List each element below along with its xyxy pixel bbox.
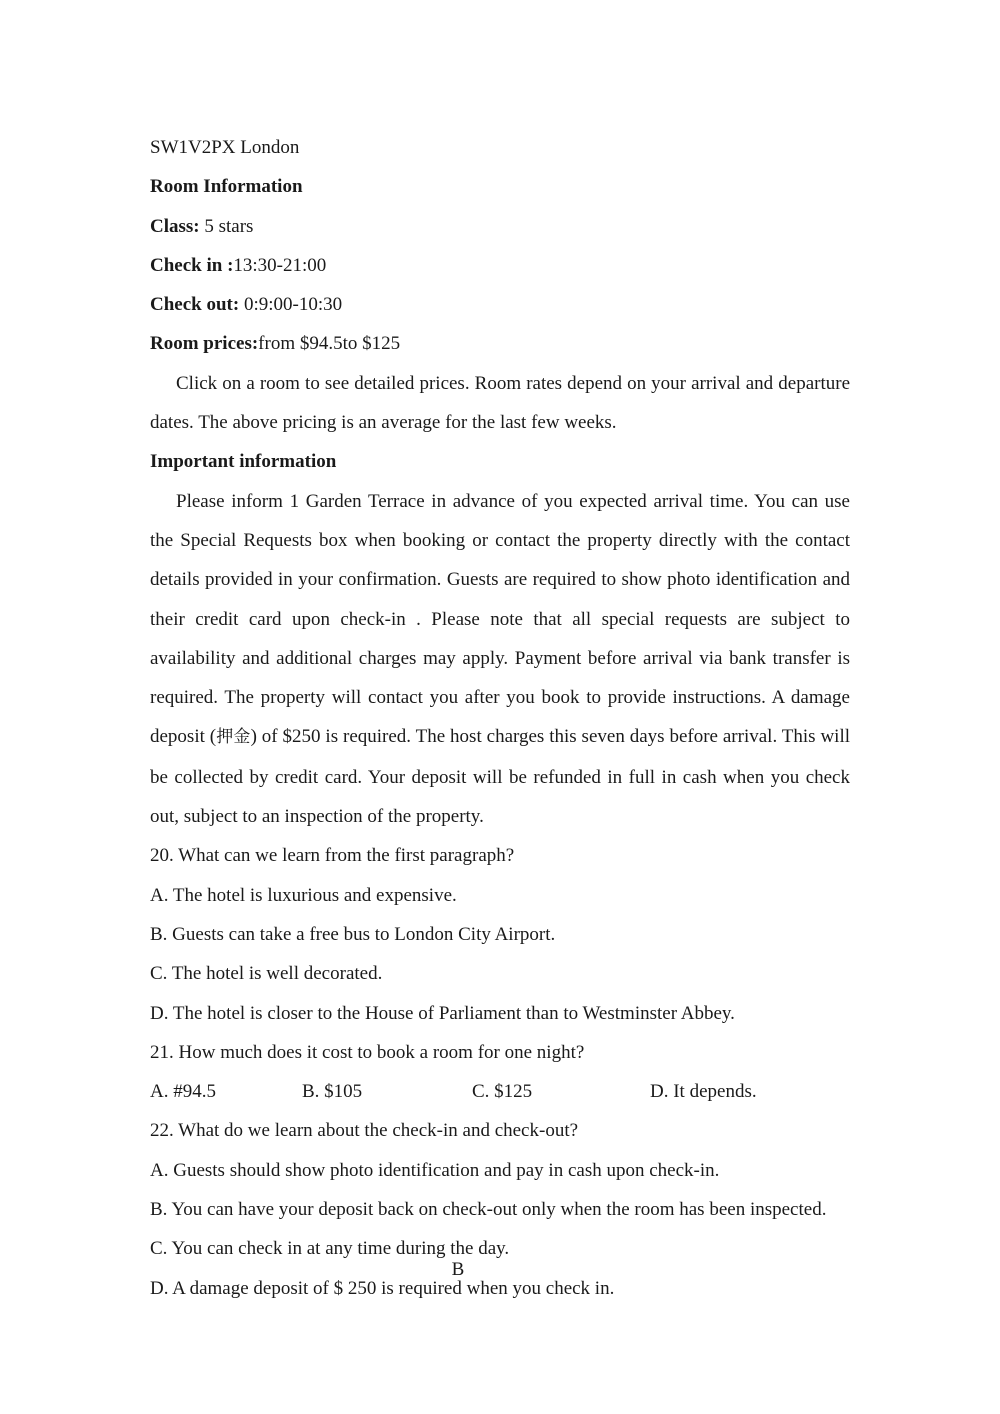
question-22-option-a: A. Guests should show photo identification and pay in cash upon check-in. [150,1159,720,1181]
field-room-prices-value: from $94.5to $125 [258,333,401,355]
field-check-in-value: 13:30-21:00 [233,254,327,276]
important-information-paragraph [150,482,850,837]
field-check-out-label: Check out: [150,294,240,316]
important-information-heading: Important information [150,451,337,473]
question-21-options-row [150,1072,850,1111]
field-check-in [150,246,850,285]
question-20-stem: 20. What can we learn from the first paragraph? [150,845,515,867]
deposit-cjk-term: 押金 [216,727,251,748]
question-21-option-d: D. It depends. [650,1081,757,1103]
field-class [150,207,850,246]
document-body [150,128,850,1308]
field-check-in-label: Check in : [150,254,234,276]
field-room-prices [150,324,850,363]
page-footer-mark [0,1258,1000,1282]
question-22-option-d: D. A damage deposit of $ 250 is required when you check in. [150,1277,615,1299]
question-21-stem: 21. How much does it cost to book a room for one night? [150,1041,585,1063]
field-room-prices-label: Room prices: [150,333,259,355]
field-check-out-value: 0:9:00-10:30 [239,294,343,316]
important-paragraph-part1: Please inform 1 Garden Terrace in advance of you expected arrival time. You can use the Special Requests box when booking or contact the property directly with the contact details provided in your confirmation. Guests are required to show photo identification and their credit card upon check-in . Please note that all special requests are subject to availability and additional charges may apply. Payment before arrival via bank transfer is required. The property will contact you after you book to provide instructions. A damage deposit ( [150,490,850,748]
question-20-option-a: A. The hotel is luxurious and expensive. [150,884,457,906]
footer-mark-text: B [451,1259,465,1280]
question-20-option-b: B. Guests can take a free bus to London City Airport. [150,923,556,945]
question-21-option-a: A. #94.5 [150,1081,216,1103]
question-20-option-c: C. The hotel is well decorated. [150,963,383,985]
field-class-value: 5 stars [199,215,254,237]
important-paragraph-part2: ) of $250 is required. The host charges this seven days before arrival. This will be collected by credit card. Your deposit will be refunded in full in cash when you check out, subject to an inspection of the property. [150,726,850,828]
room-information-heading: Room Information [150,176,303,198]
field-class-label: Class: [150,215,200,237]
field-check-out [150,285,850,324]
question-22-option-c: C. You can check in at any time during the day. [150,1238,510,1260]
question-21-option-c: C. $125 [472,1081,533,1103]
room-prices-note-paragraph: Click on a room to see detailed prices. Room rates depend on your arrival and departure dates. The above pricing is an average for the last few weeks. [150,372,850,434]
question-22-stem: 22. What do we learn about the check-in and check-out? [150,1120,579,1142]
question-20-option-d: D. The hotel is closer to the House of Parliament than to Westminster Abbey. [150,1002,735,1024]
question-21-option-b: B. $105 [302,1081,363,1103]
address-line: SW1V2PX London [150,137,300,158]
question-22-option-b: B. You can have your deposit back on check-out only when the room has been inspected. [150,1199,827,1221]
